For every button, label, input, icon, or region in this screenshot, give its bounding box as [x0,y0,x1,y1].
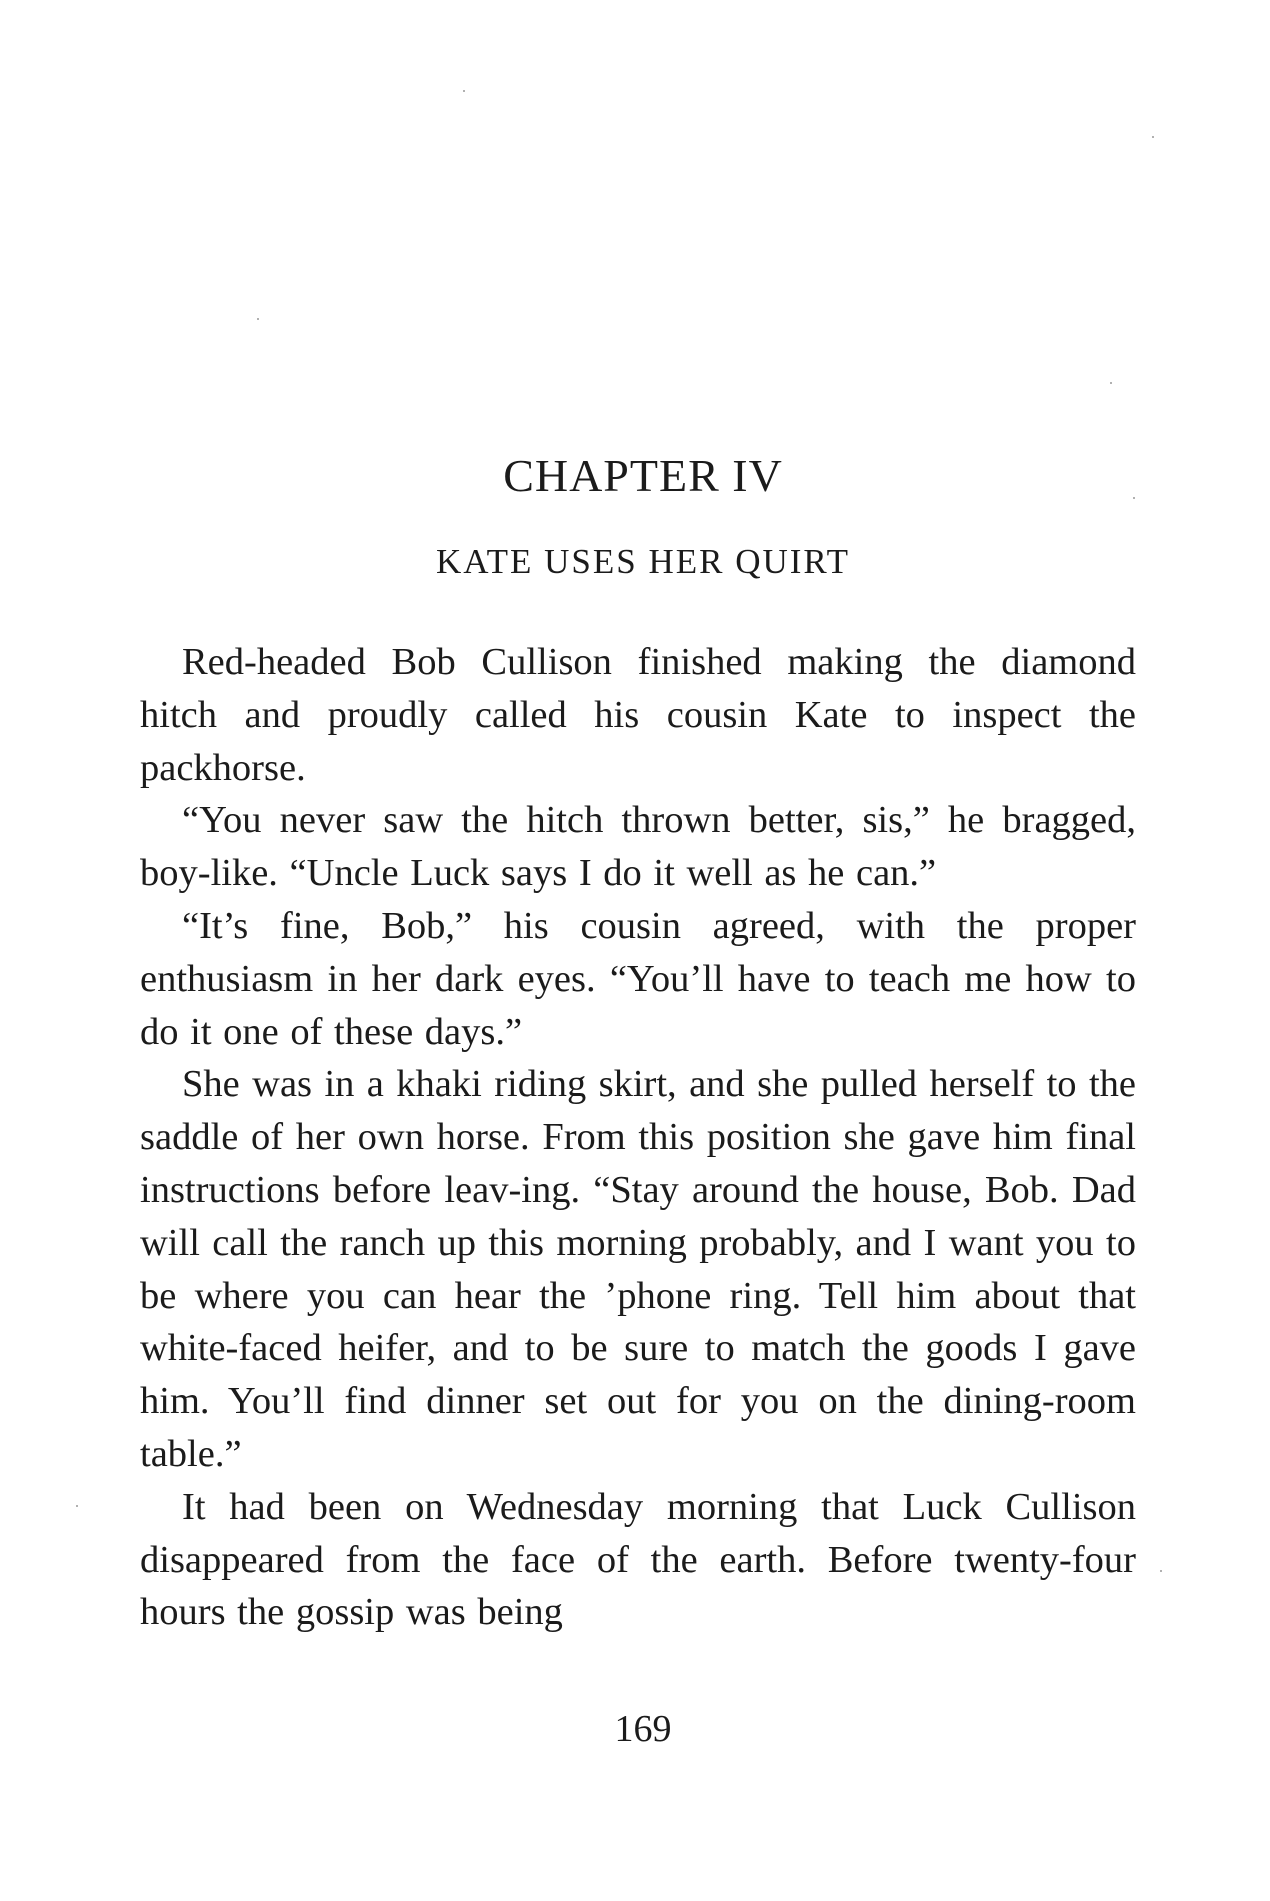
paragraph: “It’s fine, Bob,” his cousin agreed, with the proper enthusiasm in her dark eyes. “You’ll have to teach me how to do it one of these days.” [140,904,1136,1053]
scan-speck [1152,136,1154,138]
chapter-subtitle: KATE USES HER QUIRT [435,542,851,581]
paragraph: She was in a khaki riding skirt, and she pulled herself to the saddle of her own horse. From this position she gave him final instructions before leav-ing. “Stay around the house, Bob. Dad will call the ranch up this morning probably, and I want you to be where you can hear the ’phone ring. Tell him about that white-faced heifer, and to be sure to match the goods I gave him. You’ll find dinner set out for you on the dining-room table.” [140,1063,1136,1475]
scan-speck [1110,382,1112,384]
paragraph: Red-headed Bob Cullison finished making the diamond hitch and proudly called his cousin Kate to inspect the packhorse. [140,641,1136,789]
scan-speck [76,1505,78,1507]
page-number: 169 [614,1708,672,1750]
chapter-title: CHAPTER IV [503,450,783,501]
body-text [140,636,1136,1639]
scan-speck [463,90,465,92]
scan-speck [1160,1570,1162,1572]
scan-speck [257,318,259,320]
paragraph: “You never saw the hitch thrown better, sis,” he bragged, boy-like. “Uncle Luck says I do it well as he can.” [140,799,1136,895]
paragraph: It had been on Wednesday morning that Luck Cullison disappeared from the face of the earth. Before twenty-four hours the gossip was being [140,1485,1136,1634]
